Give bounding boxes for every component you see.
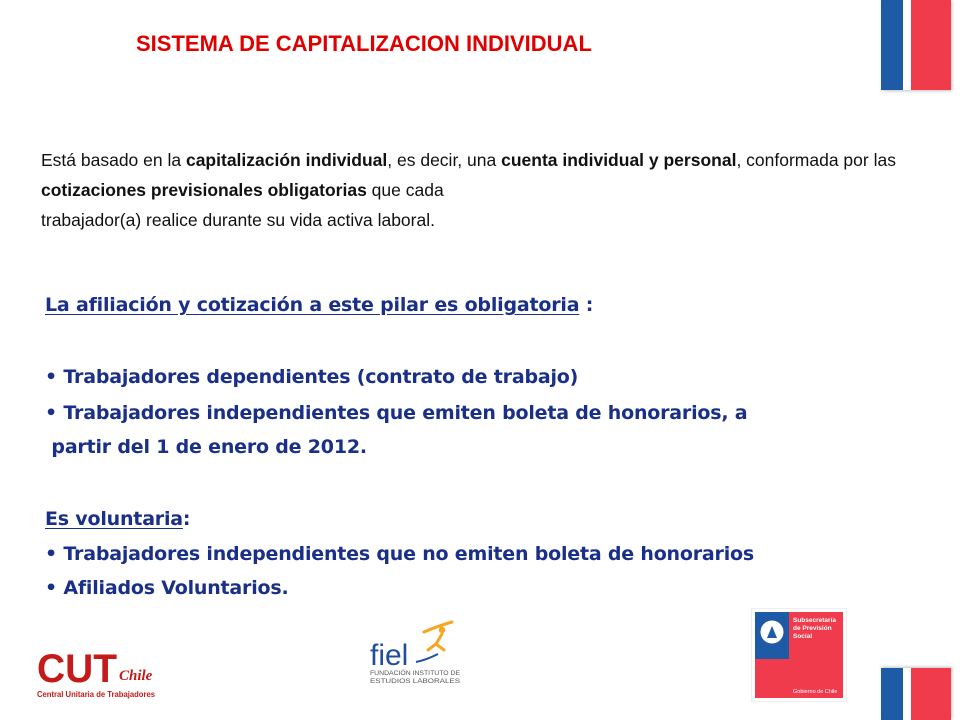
intro-bold-text: cuenta individual y personal <box>501 150 737 170</box>
fiel-logo-line1: FUNDACIÓN INSTITUTO DE <box>370 670 456 677</box>
cut-logo-country: Chile <box>119 668 153 684</box>
gob-logo-line2: de Previsión <box>793 625 832 632</box>
voluntary-heading <box>45 508 190 530</box>
cut-logo-subtitle: Central Unitaria de Trabajadores <box>37 689 156 699</box>
intro-text: Está basado en la <box>41 150 186 170</box>
intro-text: trabajador(a) realice durante su vida activa laboral. <box>41 210 435 230</box>
list-item: • Trabajadores dependientes (contrato de trabajo) <box>45 366 579 388</box>
intro-text: que cada <box>366 180 444 200</box>
intro-text: , conformada por las <box>736 150 896 170</box>
flag-decoration-top <box>881 0 951 90</box>
voluntary-heading-suffix: : <box>182 508 191 530</box>
fiel-logo-line2: ESTUDIOS LABORALES <box>370 678 461 685</box>
list-item: partir del 1 de enero de 2012. <box>45 436 367 458</box>
fiel-logo <box>366 620 466 686</box>
list-item: • Afiliados Voluntarios. <box>45 577 289 599</box>
intro-paragraph <box>41 145 901 235</box>
list-item: • Trabajadores independientes que emiten boleta de honorarios, a <box>45 402 748 424</box>
cut-chile-logo <box>36 642 160 700</box>
gob-logo-line3: Social <box>793 633 813 640</box>
page-title: SISTEMA DE CAPITALIZACION INDIVIDUAL <box>136 31 592 56</box>
intro-text: , es decir, una <box>387 150 502 170</box>
gob-logo-line1: Subsecretaría <box>793 617 836 624</box>
mandatory-heading-suffix: : <box>579 294 594 316</box>
flag-decoration-bottom <box>881 668 951 720</box>
cut-logo-text: CUT <box>37 647 117 691</box>
mandatory-heading-text: La afiliación y cotización a este pilar es obligatoria <box>45 294 580 316</box>
list-item: • Trabajadores independientes que no emiten boleta de honorarios <box>45 543 754 565</box>
mandatory-heading <box>45 294 593 316</box>
intro-bold-text: capitalización individual <box>185 150 388 170</box>
voluntary-heading-text: Es voluntaria <box>45 508 183 530</box>
gob-logo-footer: Gobierno de Chile <box>793 689 838 695</box>
fiel-logo-text: fiel <box>370 639 409 672</box>
gobierno-logo <box>751 608 847 702</box>
intro-bold-text: cotizaciones previsionales obligatorias <box>41 180 367 200</box>
